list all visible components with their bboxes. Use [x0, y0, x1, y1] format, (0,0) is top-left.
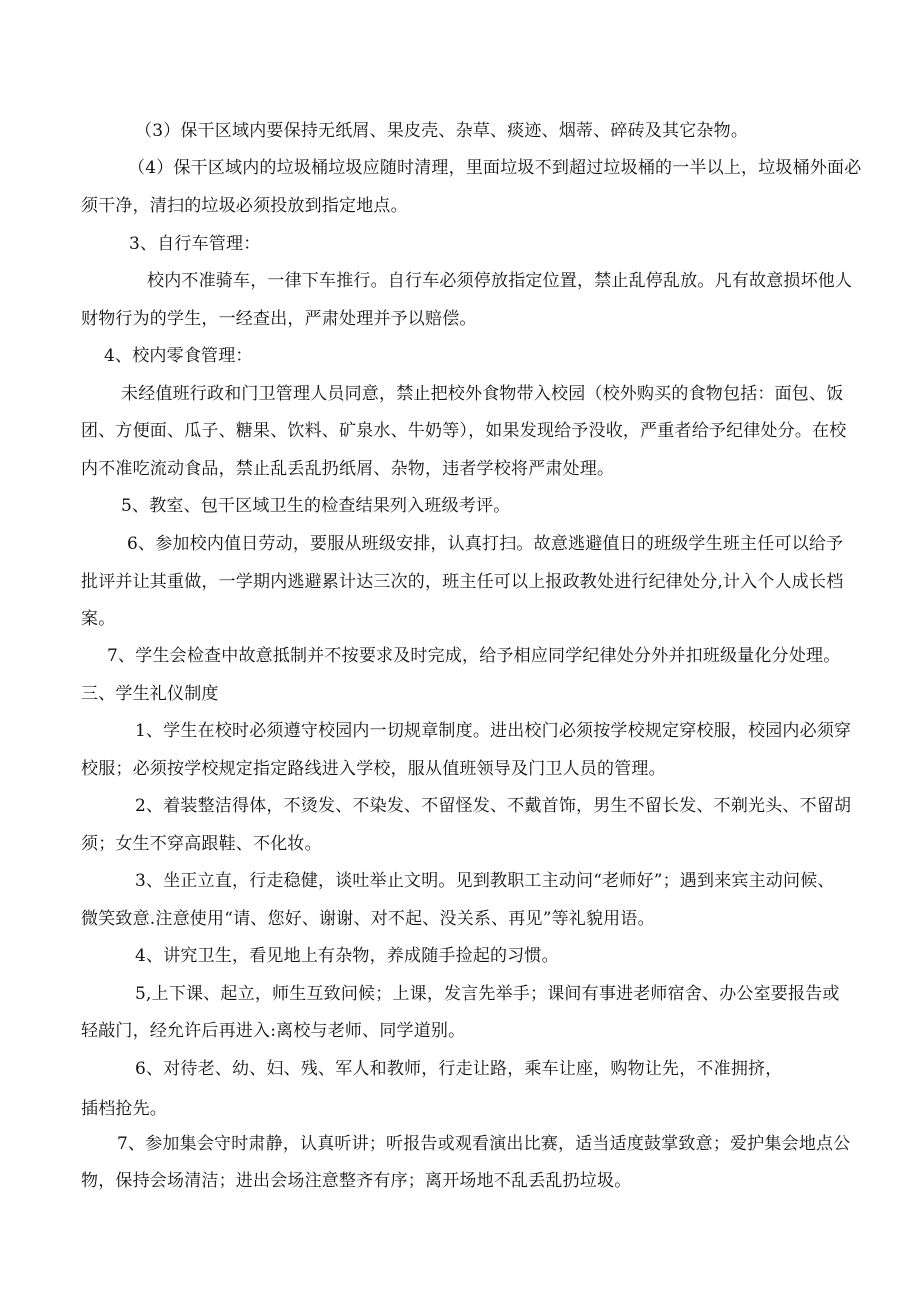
p16-line-1: 7、参加集会守时肃静，认真听讲；听报告或观看演出比赛，适当适度鼓掌致意；爱护集会地点公 [117, 1134, 851, 1154]
p2-line-2: 须干净，清扫的垃圾必须投放到指定地点。 [81, 196, 408, 216]
p10-line-1: 1、学生在校时必须遵守校园内一切规章制度。进出校门必须按学校规定穿校服，校园内必须穿 [135, 721, 852, 741]
p11-line-1: 2、着装整洁得体，不烫发、不染发、不留怪发、不戴首饰，男生不留长发、不剃光头、不留胡 [135, 796, 852, 816]
p14-line-2: 轻敲门，经允许后再进入:离校与老师、同学道别。 [81, 1021, 466, 1041]
p1-line-1: （3）保干区域内要保持无纸屑、果皮壳、杂草、痰迹、烟蒂、碎砖及其它杂物。 [135, 121, 749, 141]
p3-line-1: 3、自行车管理： [129, 234, 261, 254]
p16-line-2: 物，保持会场清洁；进出会场注意整齐有序；离开场地不乱丢乱扔垃圾。 [81, 1171, 632, 1191]
p15-line-2: 插档抢先。 [81, 1099, 167, 1119]
p15-line-1: 6、对待老、幼、妇、残、军人和教师，行走让路，乘车让座，购物让先，不准拥挤， [135, 1059, 783, 1079]
p11-line-2: 须；女生不穿高跟鞋、不化妆。 [81, 834, 322, 854]
p5-line-1: 4、校内零食管理： [104, 346, 253, 366]
p6-line-1: 未经值班行政和门卫管理人员同意，禁止把校外食物带入校园（校外购买的食物包括：面包、饭 [121, 384, 844, 404]
p13-line-1: 4、讲究卫生，看见地上有杂物，养成随手捡起的习惯。 [135, 946, 559, 966]
p7-line-1: 5、教室、包干区域卫生的检查结果列入班级考评。 [121, 496, 511, 516]
section-heading: 三、学生礼仪制度 [81, 684, 219, 704]
p12-line-2: 微笑致意.注意使用“请、您好、谢谢、对不起、没关系、再见”等礼貌用语。 [81, 909, 655, 929]
p8-line-3: 案。 [81, 609, 116, 629]
p14-line-1: 5,上下课、起立，师生互致问候；上课，发言先举手；课间有事进老师宿舍、办公室要报告或 [135, 984, 840, 1004]
p4-line-2: 财物行为的学生，一经查出，严肃处理并予以赔偿。 [81, 309, 477, 329]
p8-line-2: 批评并让其重做，一学期内逃避累计达三次的，班主任可以上报政教处进行纪律处分,计入个人成长档 [81, 572, 844, 592]
p2-line-1: （4）保干区域内的垃圾桶垃圾应随时清理，里面垃圾不到超过垃圾桶的一半以上，垃圾桶外面必 [128, 158, 862, 178]
p8-line-1: 6、参加校内值日劳动，要服从班级安排，认真打扫。故意逃避值日的班级学生班主任可以给予 [127, 534, 844, 554]
p6-line-3: 内不准吃流动食品，禁止乱丢乱扔纸屑、杂物，违者学校将严肃处理。 [81, 459, 615, 479]
p4-line-1: 校内不准骑车，一律下车推行。自行车必须停放指定位置，禁止乱停乱放。凡有故意损坏他人 [147, 271, 853, 291]
p9-line-1: 7、学生会检查中故意抵制并不按要求及时完成，给予相应同学纪律处分外并扣班级量化分处理。 [107, 646, 841, 666]
p12-line-1: 3、坐正立直，行走稳健，谈吐举止文明。见到教职工主动问“老师好”；遇到来宾主动问候、 [135, 871, 835, 891]
p6-line-2: 团、方便面、瓜子、糖果、饮料、矿泉水、牛奶等），如果发现给予没收，严重者给予纪律处分。在校 [81, 421, 847, 441]
p10-line-2: 校服；必须按学校规定指定路线进入学校，服从值班领导及门卫人员的管理。 [81, 759, 666, 779]
